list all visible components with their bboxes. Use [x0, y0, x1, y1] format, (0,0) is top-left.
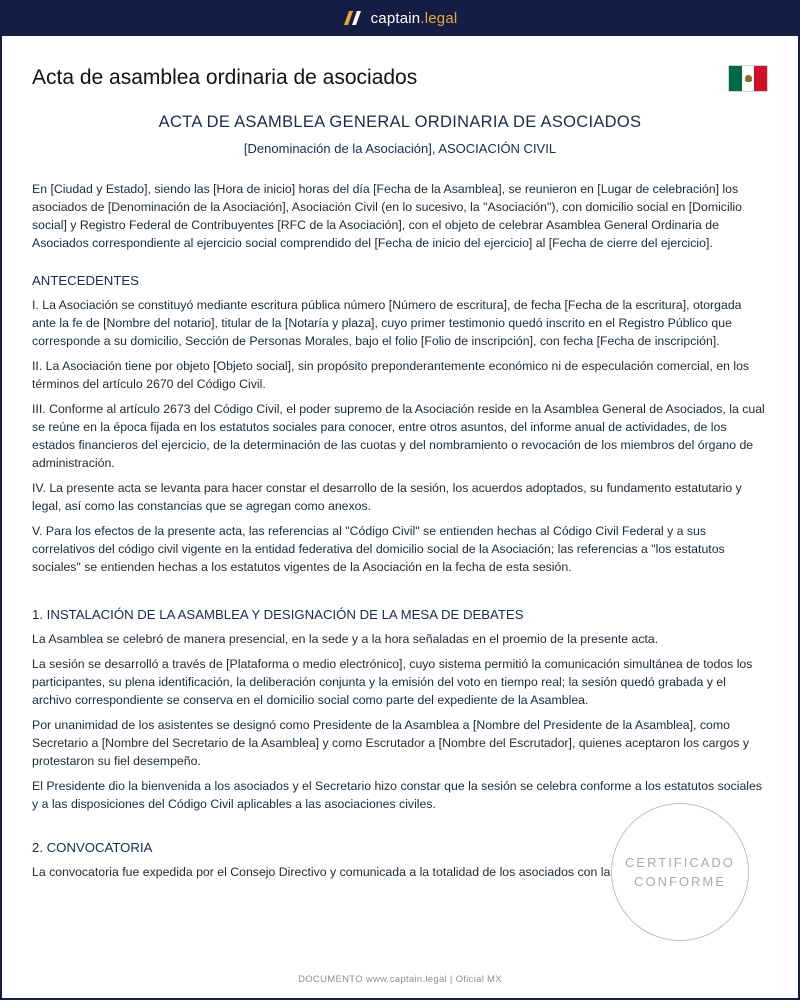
flag-stripe-red: [754, 66, 767, 91]
section-heading-instalacion: 1. INSTALACIÓN DE LA ASAMBLEA Y DESIGNACIÓN DE LA MESA DE DEBATES: [32, 607, 524, 622]
section-heading-convocatoria: 2. CONVOCATORIA: [32, 840, 153, 855]
instalacion-paragraph: La Asamblea se celebró de manera presencial, en la sede y a la hora señaladas en el proemio de la presente acta.: [32, 632, 659, 646]
flag-stripe-green: [729, 66, 742, 91]
antecedente-i: I. La Asociación se constituyó mediante escritura pública número [Número de escritura], de fecha [Fecha de la escritura], otorgada ante la fe de [Nombre del notario], titular de la [Notaría y plaza], cuyo primer testimonio quedó inscrito en el Registro Público que corresponde a su domicilio, Sección de Personas Morales, bajo el folio [Folio de inscripción], con fecha [Fecha de inscripción].: [32, 298, 742, 348]
seal-line-1: CERTIFICADO: [625, 855, 735, 870]
instalacion-paragraph: El Presidente dio la bienvenida a los asociados y el Secretario hizo constar que la sesión se celebra conforme a los estatutos sociales y a las disposiciones del Código Civil aplicables a las asociaciones civiles.: [32, 779, 763, 811]
captain-legal-logo-icon: [343, 10, 363, 26]
mexico-flag-icon: [728, 65, 768, 92]
certified-seal: [611, 803, 749, 941]
top-bar: [0, 0, 800, 36]
page-title: Acta de asamblea ordinaria de asociados: [32, 66, 418, 89]
document-title: ACTA DE ASAMBLEA GENERAL ORDINARIA DE ASOCIADOS: [158, 113, 642, 131]
instalacion-paragraph: La sesión se desarrolló a través de [Plataforma o medio electrónico], cuyo sistema permitió la comunicación simultánea de todos los participantes, su plena identificación, la deliberación conjunta y la emisión del voto en tiempo real; la sesión quedó grabada y el archivo correspondiente se conserva en el domicilio social como parte del expediente de la Asamblea.: [32, 657, 753, 707]
antecedente-iv: IV. La presente acta se levanta para hacer constar el desarrollo de la sesión, los acuerdos adoptados, su fundamento estatutario y legal, así como las constancias que se agregan como anexos.: [32, 481, 742, 513]
section-heading-antecedentes: ANTECEDENTES: [32, 273, 139, 288]
seal-line-2: CONFORME: [634, 874, 726, 889]
flag-emblem-icon: [743, 73, 754, 84]
brand-name: captain.legal: [370, 9, 458, 27]
antecedente-ii: II. La Asociación tiene por objeto [Objeto social], sin propósito preponderantemente económico ni de especulación comercial, en los términos del artículo 2670 del Código Civil.: [32, 359, 750, 391]
antecedente-v: V. Para los efectos de la presente acta, las referencias al "Código Civil" se entienden hechas al Código Civil Federal y a sus correlativos del código civil vigente en la entidad federativa del domicilio social de la Asociación; las referencias a "los estatutos sociales" se entienden hechas a los estatutos vigentes de la Asociación en la fecha de esta sesión.: [32, 524, 725, 574]
document-subtitle: [Denominación de la Asociación], ASOCIACIÓN CIVIL: [243, 141, 557, 156]
instalacion-paragraph: Por unanimidad de los asistentes se designó como Presidente de la Asamblea a [Nombre del Presidente de la Asamblea], como Secretario a [Nombre del Secretario de la Asamblea] y como Escrutador a [Nombre del Escrutador], quienes aceptaron los cargos y protestaron su fiel desempeño.: [32, 718, 749, 768]
antecedente-iii: III. Conforme al artículo 2673 del Código Civil, el poder supremo de la Asociación reside en la Asamblea General de Asociados, la cual se reúne en la época fijada en los estatutos sociales para conocer, entre otros asuntos, del informe anual de actividades, de los estados financieros del ejercicio, de la determinación de las cuotas y del nombramiento o revocación de los miembros del órgano de administración.: [32, 402, 765, 470]
flag-stripe-white: [742, 66, 755, 91]
convocatoria-paragraph: La convocatoria fue expedida por el Consejo Directivo y comunicada a la totalidad de los asociados con la: [32, 865, 611, 879]
brand-logo[interactable]: [343, 10, 458, 27]
footer-text: DOCUMENTO www.captain.legal | Oficial MX: [298, 974, 502, 985]
intro-paragraph: En [Ciudad y Estado], siendo las [Hora de inicio] horas del día [Fecha de la Asamblea], se reunieron en [Lugar de celebración] los asociados de [Denominación de la Asociación], Asociación Civil (en lo sucesivo, la "Asociación"), con domicilio social en [Domicilio social] y Registro Federal de Contribuyentes [RFC de la Asociación], con el objeto de celebrar Asamblea General Ordinaria de Asociados correspondiente al ejercicio social comprendido del [Fecha de inicio del ejercicio] al [Fecha de cierre del ejercicio].: [32, 182, 742, 250]
